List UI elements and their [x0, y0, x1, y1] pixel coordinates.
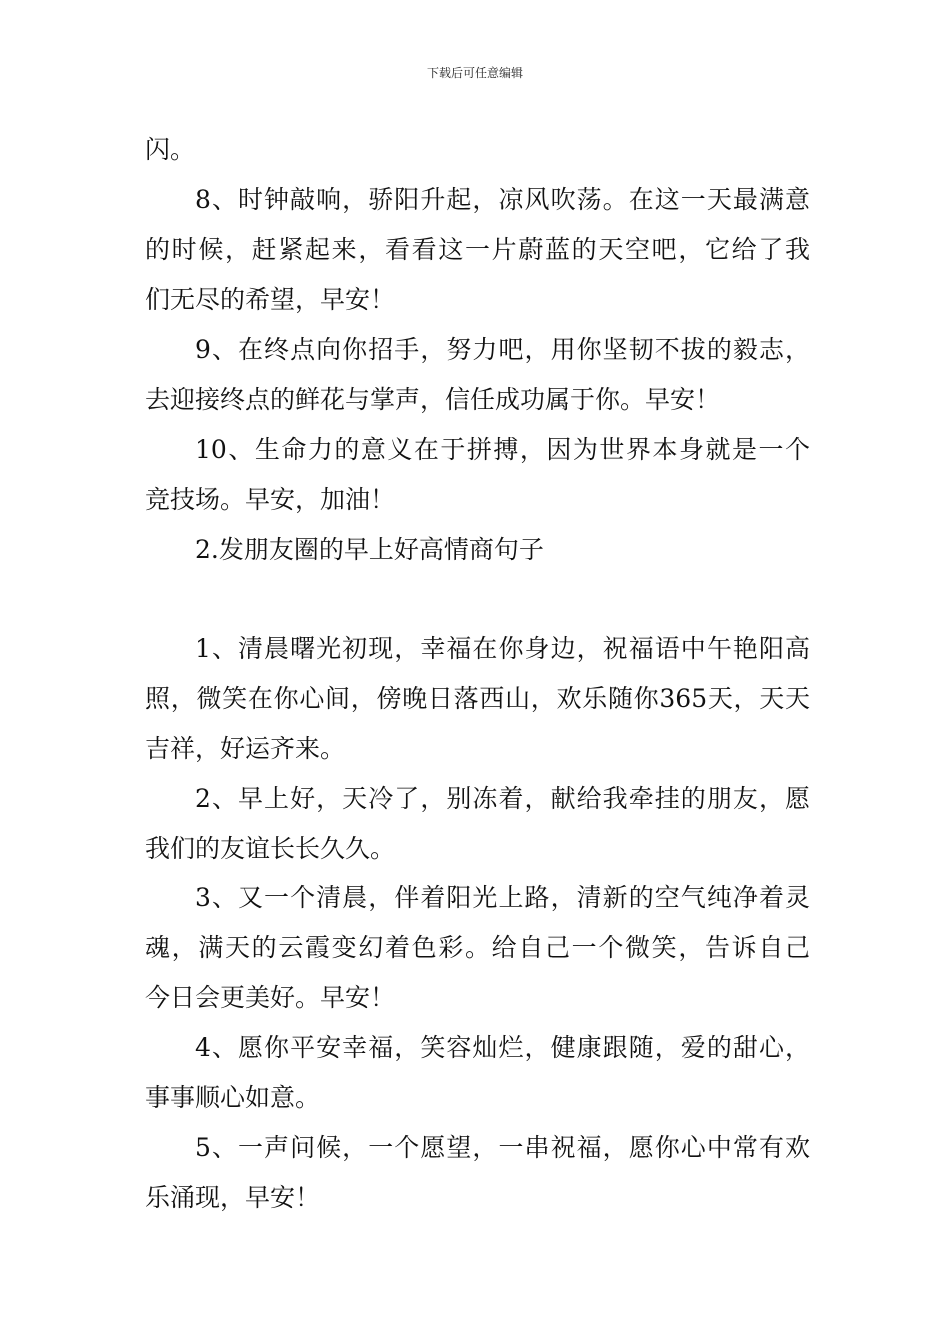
- paragraph-line: 3、又一个清晨，伴着阳光上路，清新的空气纯净着灵: [195, 883, 810, 912]
- paragraph-line: 吉祥，好运齐来。: [145, 734, 346, 763]
- page-header: 下载后可任意编辑: [426, 66, 523, 80]
- paragraph-line: 4、愿你平安幸福，笑容灿烂，健康跟随，爱的甜心，: [195, 1033, 810, 1062]
- paragraph-line: 闪。: [145, 135, 196, 164]
- paragraph-line: 乐涌现，早安！: [145, 1183, 321, 1212]
- paragraph-line: 9、在终点向你招手，努力吧，用你坚韧不拔的毅志，: [195, 335, 810, 364]
- paragraph-line: 我们的友谊长长久久。: [145, 834, 396, 863]
- paragraph-line: 的时候，赶紧起来，看看这一片蔚蓝的天空吧，它给了我: [145, 235, 810, 264]
- paragraph-line: 2、早上好，天冷了，别冻着，献给我牵挂的朋友，愿: [195, 784, 810, 813]
- paragraph-line: 事事顺心如意。: [145, 1083, 321, 1112]
- paragraph-line: 们无尽的希望，早安！: [145, 285, 396, 314]
- paragraph-line: 5、一声问候，一个愿望，一串祝福，愿你心中常有欢: [195, 1133, 810, 1162]
- paragraph-line: 照，微笑在你心间，傍晚日落西山，欢乐随你365天，天天: [145, 684, 810, 713]
- paragraph-line: 去迎接终点的鲜花与掌声，信任成功属于你。早安！: [145, 385, 721, 414]
- paragraph-line: 1、清晨曙光初现，幸福在你身边，祝福语中午艳阳高: [195, 634, 810, 663]
- paragraph-line: 今日会更美好。早安！: [145, 983, 396, 1012]
- paragraph-line: 8、时钟敲响，骄阳升起，凉风吹荡。在这一天最满意: [195, 185, 810, 214]
- paragraph-line: 魂，满天的云霞变幻着色彩。给自己一个微笑，告诉自己: [145, 933, 810, 962]
- paragraph-line: 竞技场。早安，加油！: [145, 485, 396, 514]
- section-heading: 2.发朋友圈的早上好高情商句子: [195, 535, 544, 564]
- paragraph-line: 10、生命力的意义在于拼搏，因为世界本身就是一个: [195, 435, 810, 464]
